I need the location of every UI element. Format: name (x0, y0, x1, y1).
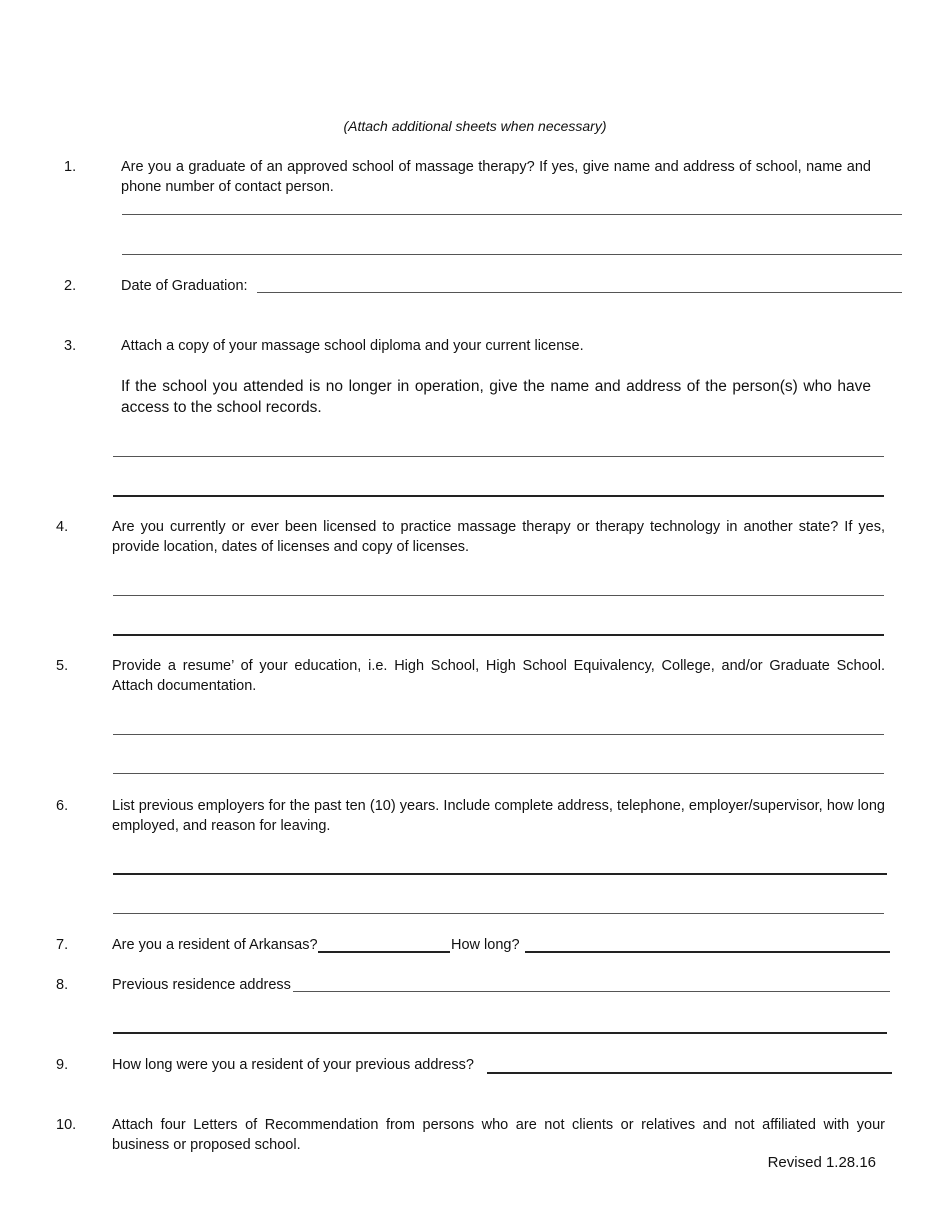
item-1-answer-line-2[interactable] (122, 254, 902, 255)
attach-note: (Attach additional sheets when necessary) (343, 118, 607, 134)
item-3-number: 3. (64, 338, 77, 354)
item-7-how-long-label: How long? (451, 937, 520, 953)
item-8-number: 8. (56, 977, 69, 993)
item-4-answer-line-2[interactable] (113, 634, 884, 636)
item-8-label: Previous residence address (112, 977, 291, 993)
item-3-instruction: Attach a copy of your massage school diploma and your current license. (121, 338, 584, 354)
item-3-subinstruction: If the school you attended is no longer in operation, give the name and address of the person(s) who have access to the school records. (121, 378, 871, 416)
item-6-answer-line-2[interactable] (113, 913, 884, 914)
item-4-answer-line-1[interactable] (113, 595, 884, 596)
item-5-answer-line-2[interactable] (113, 773, 884, 774)
item-3-answer-line-1[interactable] (113, 456, 884, 457)
revision-label: Revised 1.28.16 (767, 1154, 876, 1171)
item-6-question: List previous employers for the past ten (10) years. Include complete address, telephone, employer/supervisor, how long employed, and reason for leaving. (112, 798, 885, 834)
previous-residency-length-field[interactable] (487, 1072, 892, 1074)
item-6-answer-line-1[interactable] (113, 873, 887, 875)
item-4-question: Are you currently or ever been licensed to practice massage therapy or therapy technology in another state? If yes, provide location, dates of licenses and copy of licenses. (112, 519, 885, 555)
previous-address-line-2[interactable] (113, 1032, 887, 1034)
item-4-number: 4. (56, 519, 69, 535)
item-5-number: 5. (56, 658, 69, 674)
residency-length-field[interactable] (525, 951, 890, 953)
item-2-number: 2. (64, 278, 77, 294)
item-5-question: Provide a resume’ of your education, i.e. High School, High School Equivalency, College, and/or Graduate School. Attach documentation. (112, 658, 885, 694)
previous-address-field[interactable] (293, 991, 890, 992)
item-7-number: 7. (56, 937, 69, 953)
arkansas-resident-field[interactable] (318, 951, 450, 953)
graduation-date-field[interactable] (257, 292, 902, 293)
item-1-answer-line-1[interactable] (122, 214, 902, 215)
item-6-number: 6. (56, 798, 69, 814)
item-5-answer-line-1[interactable] (113, 734, 884, 735)
item-3-answer-line-2[interactable] (113, 495, 884, 497)
item-2-label: Date of Graduation: (121, 278, 248, 294)
item-9-question: How long were you a resident of your previous address? (112, 1057, 474, 1073)
item-7-question: Are you a resident of Arkansas? (112, 937, 318, 953)
item-10-number: 10. (56, 1117, 77, 1133)
item-1-number: 1. (64, 159, 77, 175)
item-9-number: 9. (56, 1057, 69, 1073)
item-1-question: Are you a graduate of an approved school of massage therapy? If yes, give name and address of school, name and phone number of contact person. (121, 159, 871, 195)
item-10-instruction: Attach four Letters of Recommendation from persons who are not clients or relatives and not affiliated with your business or proposed school. (112, 1117, 885, 1153)
